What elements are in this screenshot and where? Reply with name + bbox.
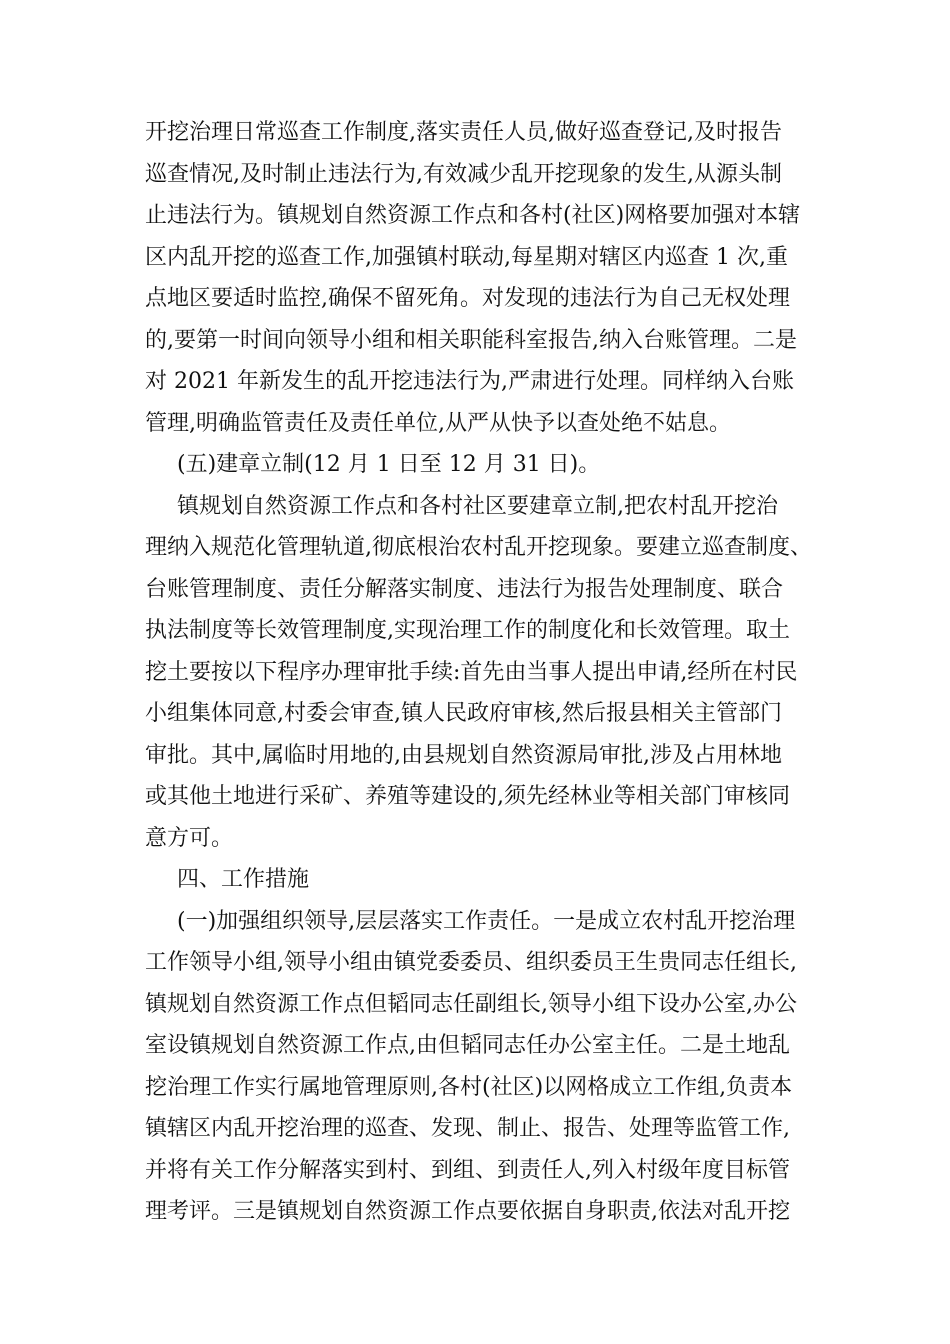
- text-line: 工作领导小组,领导小组由镇党委委员、组织委员王生贵同志任组长,: [145, 950, 797, 975]
- text-line: 镇规划自然资源工作点但韬同志任副组长,领导小组下设办公室,办公: [145, 991, 797, 1017]
- text-line: 管理,明确监管责任及责任单位,从严从快予以查处绝不姑息。: [145, 410, 731, 436]
- text-line: 小组集体同意,村委会审查,镇人民政府审核,然后报县相关主管部门: [145, 701, 782, 726]
- text-line: 对 2021 年新发生的乱开挖违法行为,严肃进行处理。同样纳入台账: [145, 369, 794, 394]
- text-line: 开挖治理日常巡查工作制度,落实责任人员,做好巡查登记,及时报告: [145, 120, 782, 145]
- text-line: 理考评。三是镇规划自然资源工作点要依据自身职责,依法对乱开挖: [145, 1199, 790, 1224]
- text-line: 点地区要适时监控,确保不留死角。对发现的违法行为自己无权处理: [145, 286, 790, 311]
- paragraph-start-line: (一)加强组织领导,层层落实工作责任。一是成立农村乱开挖治理: [177, 908, 796, 934]
- text-line: 镇辖区内乱开挖治理的巡查、发现、制止、报告、处理等监管工作,: [145, 1116, 790, 1141]
- text-line: 区内乱开挖的巡查工作,加强镇村联动,每星期对辖区内巡查 1 次,重: [145, 244, 788, 270]
- text-line: 审批。其中,属临时用地的,由县规划自然资源局审批,涉及占用林地: [145, 742, 782, 768]
- paragraph-start-line: 镇规划自然资源工作点和各村社区要建章立制,把农村乱开挖治: [177, 493, 778, 519]
- text-line: 执法制度等长效管理制度,实现治理工作的制度化和长效管理。取土: [145, 618, 790, 643]
- section-heading: (五)建章立制(12 月 1 日至 12 月 31 日)。: [177, 452, 601, 477]
- text-line: 并将有关工作分解落实到村、到组、到责任人,列入村级年度目标管: [145, 1157, 790, 1183]
- text-line: 室设镇规划自然资源工作点,由但韬同志任办公室主任。二是土地乱: [145, 1033, 790, 1058]
- text-line: 台账管理制度、责任分解落实制度、违法行为报告处理制度、联合: [145, 576, 784, 602]
- text-line: 或其他土地进行采矿、养殖等建设的,须先经林业等相关部门审核同: [145, 784, 790, 809]
- text-line: 的,要第一时间向领导小组和相关职能科室报告,纳入台账管理。二是: [145, 327, 797, 353]
- text-line: 巡查情况,及时制止违法行为,有效减少乱开挖现象的发生,从源头制: [145, 161, 782, 187]
- text-line: 意方可。: [145, 825, 234, 851]
- document-body: [145, 112, 812, 1233]
- text-line: 挖土要按以下程序办理审批手续:首先由当事人提出申请,经所在村民: [145, 659, 798, 685]
- text-line: 理纳入规范化管理轨道,彻底根治农村乱开挖现象。要建立巡查制度、: [145, 535, 812, 560]
- text-line: 止违法行为。镇规划自然资源工作点和各村(社区)网格要加强对本辖: [145, 203, 801, 228]
- section-heading: 四、工作措施: [177, 867, 310, 892]
- text-line: 挖治理工作实行属地管理原则,各村(社区)以网格成立工作组,负责本: [145, 1074, 793, 1100]
